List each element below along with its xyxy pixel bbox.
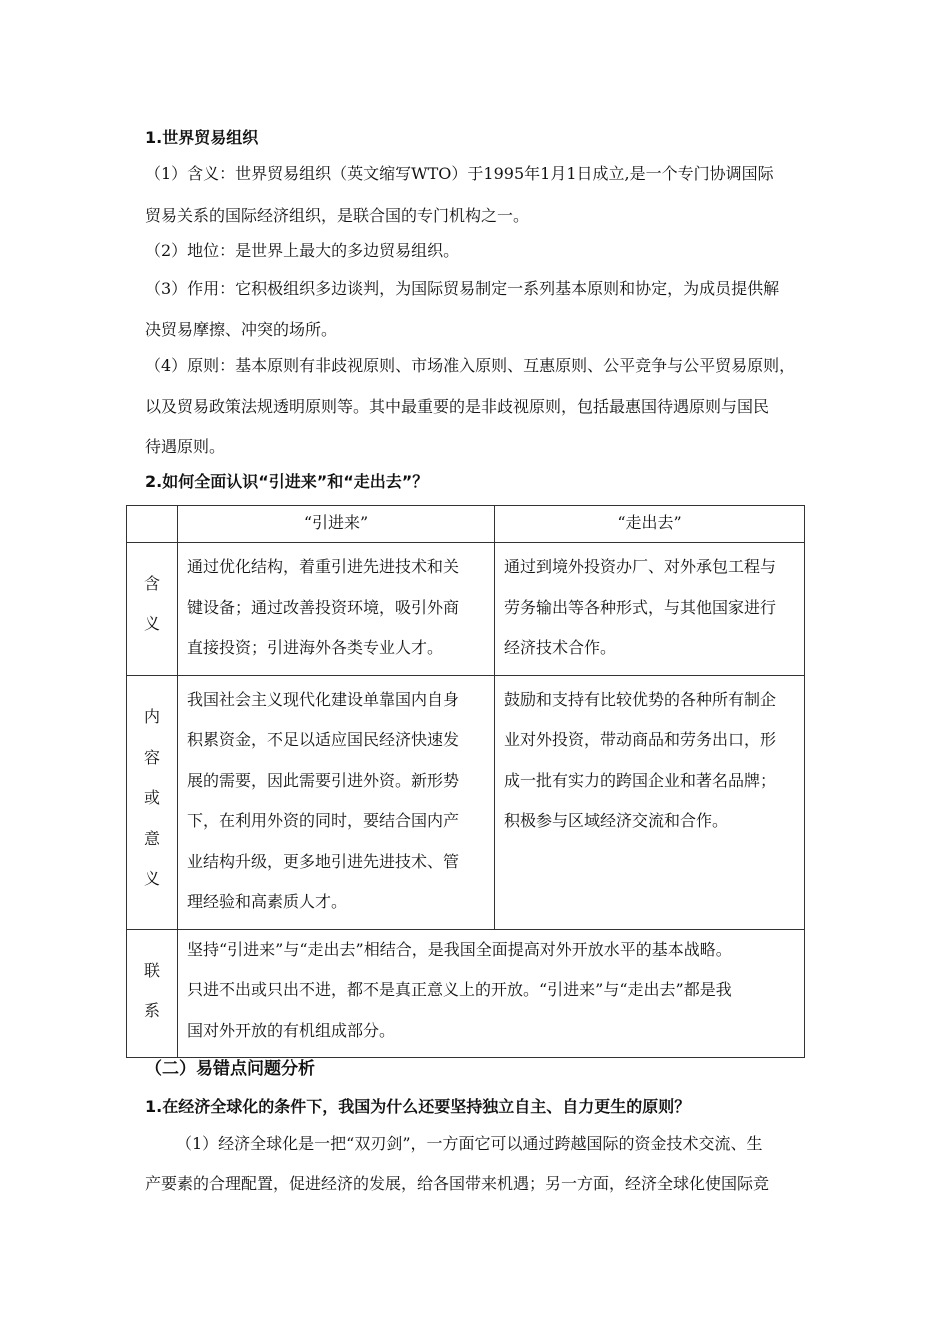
paragraph-line: （2）地位：是世界上最大的多边贸易组织。 (145, 241, 460, 260)
paragraph-line: （1）含义：世界贸易组织（英文缩写WTO）于1995年1月1日成立,是一个专门协调国际 (145, 164, 774, 183)
row-label-relation (127, 929, 178, 1058)
cell-line: 下，在利用外资的同时，要结合国内产 (187, 811, 460, 830)
cell-meaning-bring-in (178, 543, 495, 676)
row-label-char: 容 (143, 747, 160, 767)
cell-line: 坚持“引进来”与“走出去”相结合，是我国全面提高对外开放水平的基本战略。 (187, 939, 732, 959)
paragraph-line: 以及贸易政策法规透明原则等。其中最重要的是非歧视原则，包括最惠国待遇原则与国民 (145, 397, 770, 416)
cell-content-go-out (495, 675, 805, 929)
row-label-meaning (127, 543, 178, 676)
row-label-char: 意 (143, 828, 160, 848)
section-title-error-analysis: （二）易错点问题分析 (145, 1059, 315, 1079)
row-label-char: 内 (143, 707, 160, 727)
cell-line: 理经验和高素质人才。 (187, 892, 348, 911)
paragraph-line: （4）原则：基本原则有非歧视原则、市场准入原则、互惠原则、公平竞争与公平贸易原则， (145, 356, 796, 375)
cell-line: 只进不出或只出不进，都不是真正意义上的开放。“引进来”与“走出去”都是我 (187, 980, 732, 999)
paragraph-line: （1）经济全球化是一把“双刃剑”，一方面它可以通过跨越国际的资金技术交流、生 (176, 1134, 763, 1153)
column-header-bring-in: “引进来” (178, 506, 495, 543)
section-heading-comparison: 2.如何全面认识“引进来”和“走出去”？ (145, 472, 429, 491)
paragraph-line: 产要素的合理配置，促进经济的发展，给各国带来机遇；另一方面，经济全球化使国际竞 (145, 1174, 770, 1193)
cell-line: 劳务输出等各种形式，与其他国家进行 (504, 597, 777, 617)
cell-line: 成一批有实力的跨国企业和著名品牌； (504, 770, 777, 790)
cell-line: 经济技术合作。 (504, 638, 617, 657)
comparison-table (126, 505, 805, 1058)
paragraph-line: 贸易关系的国际经济组织，是联合国的专门机构之一。 (145, 206, 530, 225)
cell-line: 业对外投资，带动商品和劳务出口，形 (504, 730, 777, 749)
section-heading-wto: 1.世界贸易组织 (145, 128, 259, 147)
row-label-char: 或 (143, 788, 160, 808)
cell-line: 键设备；通过改善投资环境，吸引外商 (187, 597, 460, 617)
row-label-char: 义 (143, 869, 160, 889)
table-header-row (127, 506, 805, 543)
column-header-go-out: “走出去” (495, 506, 805, 543)
cell-line: 展的需要，因此需要引进外资。新形势 (187, 770, 460, 790)
cell-line: 通过到境外投资办厂、对外承包工程与 (504, 557, 777, 576)
paragraph-line: 决贸易摩擦、冲突的场所。 (145, 320, 338, 339)
cell-relation (178, 929, 805, 1058)
cell-line: 我国社会主义现代化建设单靠国内自身 (187, 689, 460, 709)
paragraph-line: （3）作用：它积极组织多边谈判，为国际贸易制定一系列基本原则和协定，为成员提供解 (145, 279, 780, 298)
table-row-relation (127, 929, 805, 1058)
cell-line: 通过优化结构，着重引进先进技术和关 (187, 557, 460, 576)
cell-line: 国对外开放的有机组成部分。 (187, 1020, 396, 1040)
table-row-meaning (127, 543, 805, 676)
cell-line: 鼓励和支持有比较优势的各种所有制企 (504, 689, 777, 709)
row-label-char: 义 (143, 614, 160, 633)
cell-line: 直接投资；引进海外各类专业人才。 (187, 638, 444, 657)
cell-line: 积极参与区域经济交流和合作。 (504, 811, 729, 830)
question-heading: 1.在经济全球化的条件下，我国为什么还要坚持独立自主、自力更生的原则？ (145, 1097, 691, 1116)
cell-line: 业结构升级，更多地引进先进技术、管 (187, 851, 460, 871)
row-label-char: 系 (143, 1001, 160, 1020)
paragraph-line: 待遇原则。 (145, 437, 226, 456)
row-label-content (127, 675, 178, 929)
table-corner-cell (127, 506, 178, 543)
table-row-content (127, 675, 805, 929)
row-label-char: 含 (143, 573, 160, 593)
cell-line: 积累资金，不足以适应国民经济快速发 (187, 730, 460, 749)
row-label-char: 联 (143, 960, 160, 980)
cell-content-bring-in (178, 675, 495, 929)
cell-meaning-go-out (495, 543, 805, 676)
